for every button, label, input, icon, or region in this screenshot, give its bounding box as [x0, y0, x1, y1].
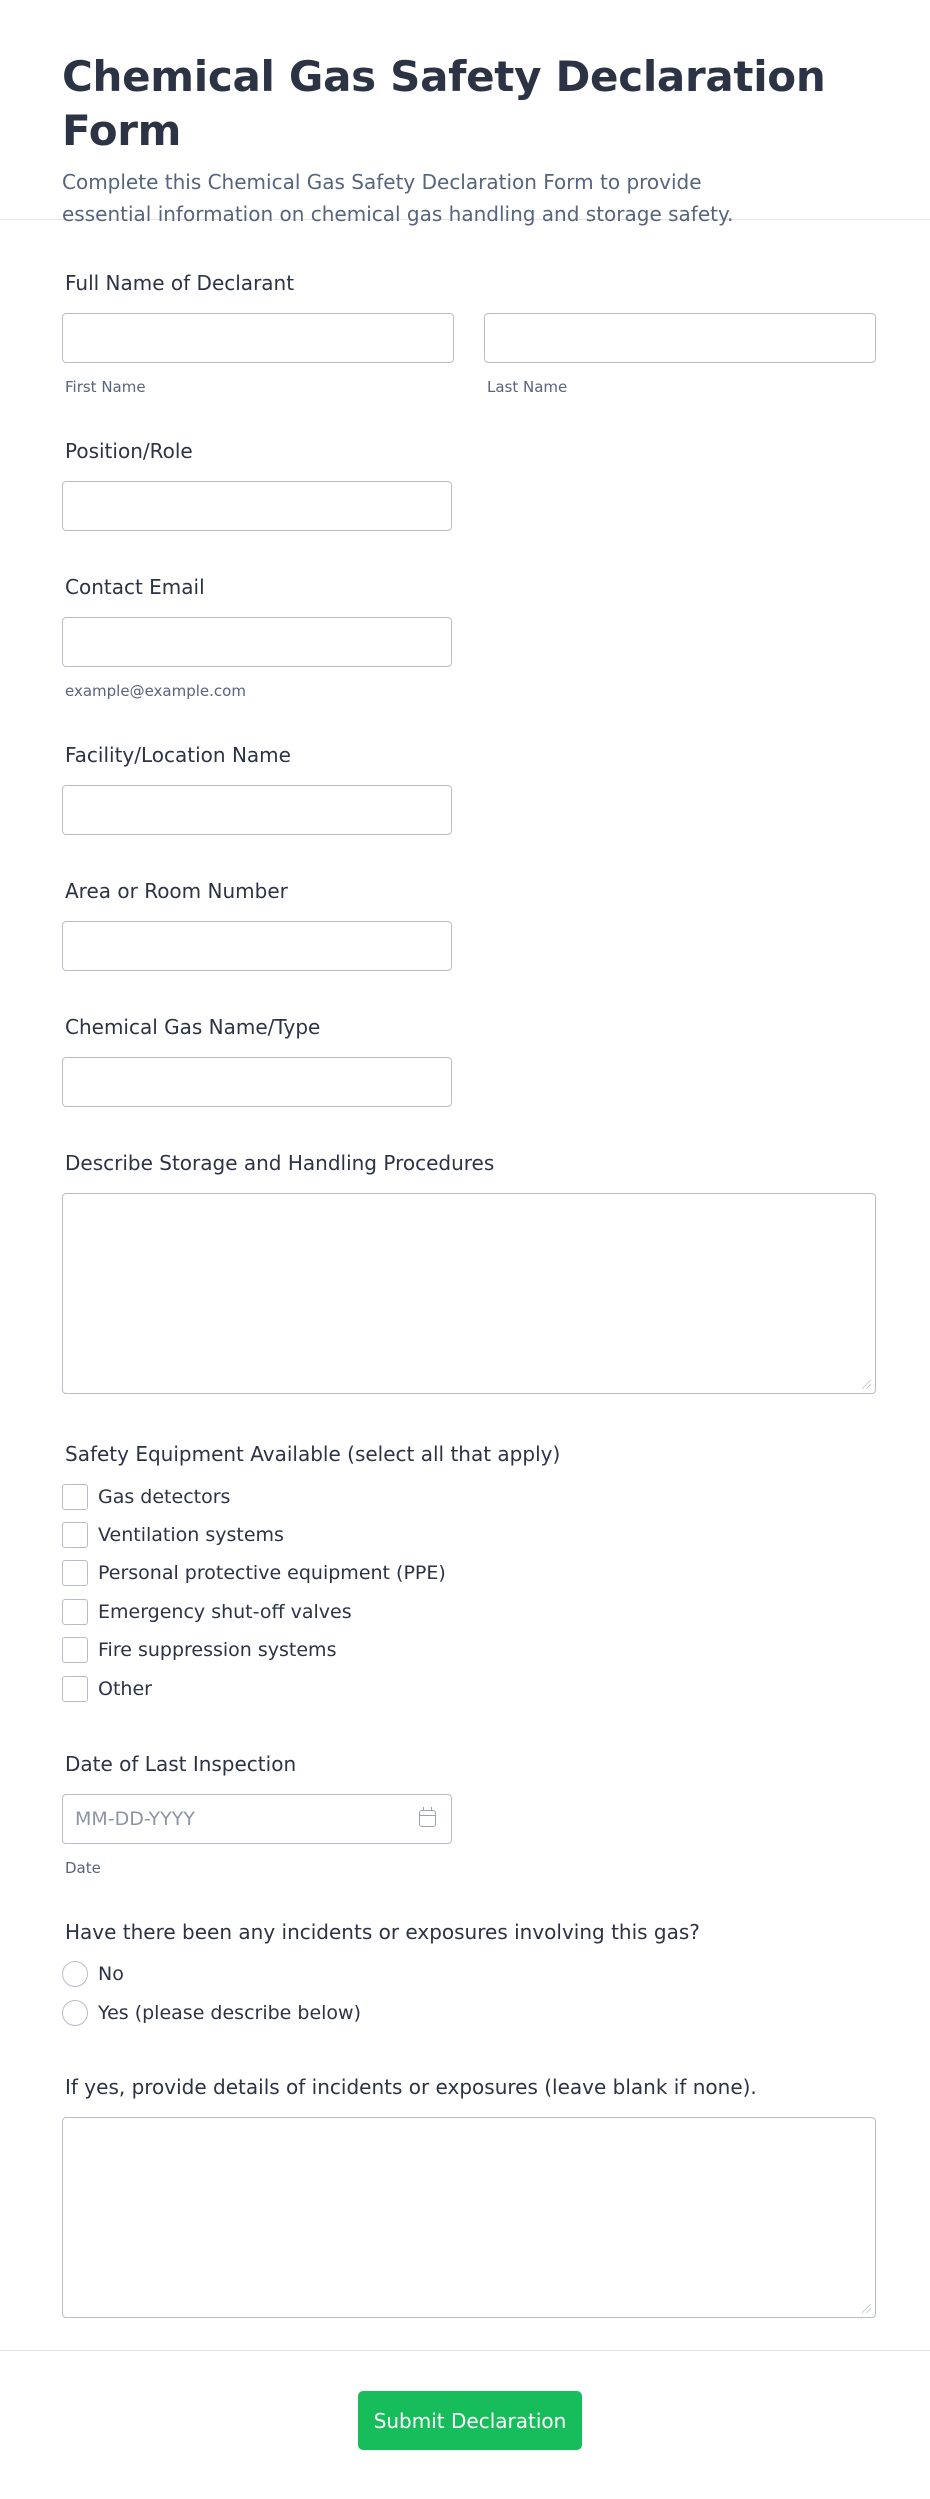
- area-label: Area or Room Number: [65, 879, 288, 903]
- first-name-input[interactable]: [62, 313, 454, 363]
- checkbox-label[interactable]: Ventilation systems: [98, 1524, 284, 1546]
- incidents-field: [62, 1919, 700, 1945]
- radio-button[interactable]: [62, 1961, 88, 1987]
- procedures-label: Describe Storage and Handling Procedures: [65, 1151, 495, 1175]
- date-picker[interactable]: [62, 1794, 452, 1844]
- area-input[interactable]: [62, 921, 452, 971]
- date-sublabel: Date: [65, 1859, 101, 1877]
- gas-name-label: Chemical Gas Name/Type: [65, 1015, 321, 1039]
- checkbox-label[interactable]: Other: [98, 1678, 152, 1700]
- email-sublabel: example@example.com: [65, 682, 246, 700]
- incidents-label: Have there been any incidents or exposures involving this gas?: [65, 1920, 700, 1944]
- resize-grip-icon[interactable]: [862, 1380, 871, 1389]
- checkbox[interactable]: [62, 1676, 88, 1702]
- procedures-textarea[interactable]: [62, 1193, 876, 1394]
- email-field: [62, 574, 452, 701]
- form-header: [0, 0, 930, 226]
- full-name-field: [62, 270, 876, 397]
- checkbox-option[interactable]: [62, 1484, 230, 1510]
- area-field: [62, 878, 452, 971]
- radio-button[interactable]: [62, 2000, 88, 2026]
- email-label: Contact Email: [65, 575, 205, 599]
- inspection-date-field: [62, 1751, 452, 1878]
- checkbox-label[interactable]: Emergency shut-off valves: [98, 1601, 352, 1623]
- incident-details-label: If yes, provide details of incidents or exposures (leave blank if none).: [65, 2075, 757, 2099]
- facility-label: Facility/Location Name: [65, 743, 291, 767]
- first-name-sublabel: First Name: [65, 378, 146, 396]
- radio-option-no[interactable]: [62, 1961, 124, 1987]
- procedures-field: [62, 1150, 876, 1394]
- position-label: Position/Role: [65, 439, 193, 463]
- last-name-input[interactable]: [484, 313, 876, 363]
- inspection-date-label: Date of Last Inspection: [65, 1752, 297, 1776]
- radio-label[interactable]: Yes (please describe below): [98, 2002, 362, 2024]
- checkbox[interactable]: [62, 1599, 88, 1625]
- position-field: [62, 438, 452, 531]
- checkbox-option[interactable]: [62, 1637, 336, 1663]
- checkbox-label[interactable]: Gas detectors: [98, 1486, 231, 1508]
- checkbox-option[interactable]: [62, 1560, 446, 1586]
- facility-field: [62, 742, 452, 835]
- submit-button[interactable]: Submit Declaration: [358, 2391, 582, 2450]
- gas-name-input[interactable]: [62, 1057, 452, 1107]
- checkbox[interactable]: [62, 1560, 88, 1586]
- radio-option-yes[interactable]: [62, 2000, 361, 2026]
- date-input[interactable]: [62, 1794, 452, 1844]
- gas-name-field: [62, 1014, 452, 1107]
- facility-input[interactable]: [62, 785, 452, 835]
- calendar-icon[interactable]: [419, 1810, 436, 1827]
- incident-details-field: [62, 2074, 876, 2318]
- form-title: Chemical Gas Safety Declaration Form: [62, 52, 826, 155]
- email-input[interactable]: [62, 617, 452, 667]
- checkbox-option[interactable]: [62, 1522, 284, 1548]
- checkbox-option[interactable]: [62, 1676, 152, 1702]
- checkbox[interactable]: [62, 1484, 88, 1510]
- checkbox-option[interactable]: [62, 1599, 352, 1625]
- position-input[interactable]: [62, 481, 452, 531]
- checkbox-label[interactable]: Fire suppression systems: [98, 1639, 337, 1661]
- safety-equipment-label: Safety Equipment Available (select all that apply): [65, 1442, 561, 1466]
- incident-details-textarea[interactable]: [62, 2117, 876, 2318]
- checkbox-label[interactable]: Personal protective equipment (PPE): [98, 1562, 446, 1584]
- resize-grip-icon[interactable]: [862, 2304, 871, 2313]
- radio-label[interactable]: No: [98, 1963, 124, 1985]
- form-footer: [0, 2350, 930, 2499]
- safety-equipment-field: [62, 1441, 560, 1467]
- last-name-sublabel: Last Name: [487, 378, 568, 396]
- form-subtitle: Complete this Chemical Gas Safety Declaration Form to provide essential information on chemical gas handling and storage safety.: [62, 170, 734, 226]
- full-name-label: Full Name of Declarant: [65, 271, 295, 295]
- checkbox[interactable]: [62, 1637, 88, 1663]
- checkbox[interactable]: [62, 1522, 88, 1548]
